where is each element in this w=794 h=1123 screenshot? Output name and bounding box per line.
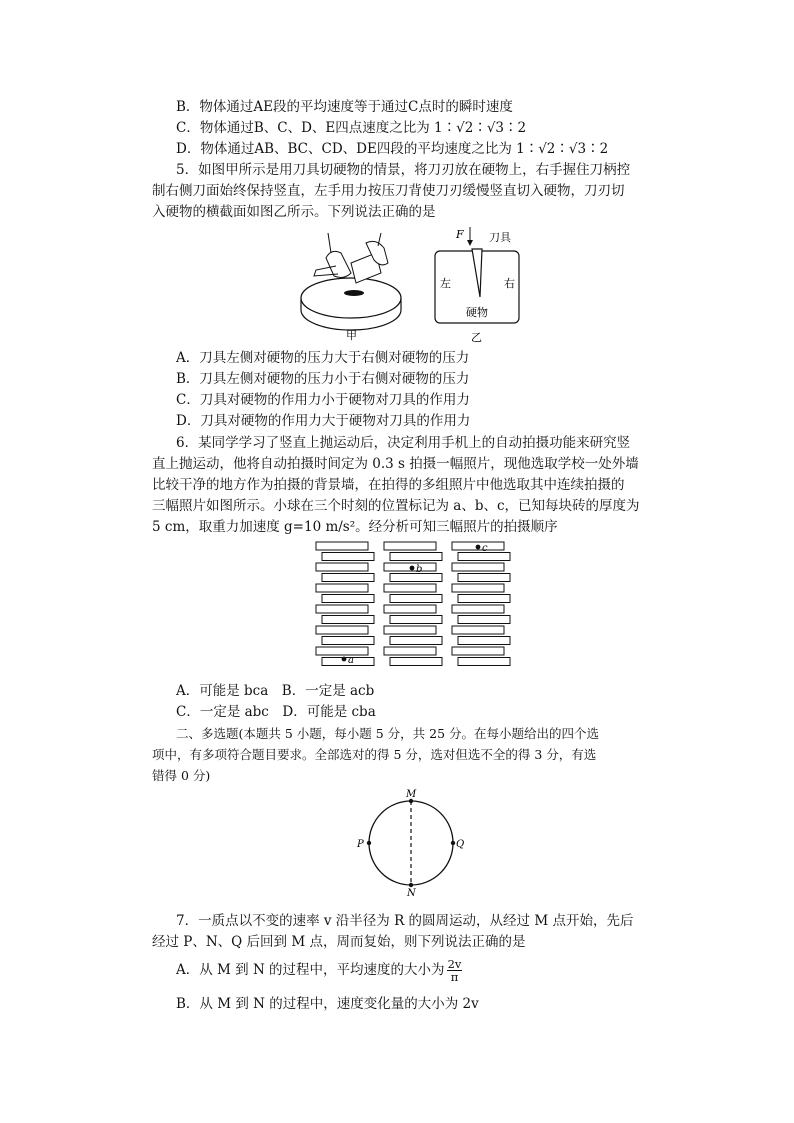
brick (322, 616, 374, 624)
brick (390, 658, 442, 666)
ball-dot (476, 545, 481, 550)
q6-options-cd: C．一定是 abc D．可能是 cba (176, 704, 376, 720)
brick (390, 595, 442, 603)
ball-dot (342, 657, 347, 662)
q7-point-q: Q (456, 839, 465, 850)
brick (390, 553, 442, 561)
brick (316, 584, 368, 592)
q5-stem-line3: 入硬物的横截面如图乙所示。下列说法正确的是 (152, 204, 436, 220)
brick (452, 647, 504, 655)
brick (322, 637, 374, 645)
brick (458, 637, 510, 645)
q5-option-a: A．刀具左侧对硬物的压力大于右侧对硬物的压力 (176, 350, 470, 366)
brick (458, 595, 510, 603)
q5-option-c: C．刀具对硬物的作用力小于硬物对刀具的作用力 (176, 392, 470, 408)
q4-option-c: C．物体通过B、C、D、E四点速度之比为 1∶√2∶√3∶2 (176, 120, 527, 136)
brick (322, 553, 374, 561)
brick (452, 626, 504, 634)
q6-stem-line2: 直上抛运动，他将自动拍摄时间定为 0.3 s 拍摄一幅照片，现他选取学校一处外墙 (152, 456, 639, 472)
q7-circle-figure (355, 788, 465, 898)
q5-fig-label-f: F (456, 228, 464, 241)
q7-option-a (176, 958, 462, 983)
brick (322, 595, 374, 603)
brick (390, 637, 442, 645)
q5-fig-label-left: 左 (440, 277, 451, 290)
q6-ball-label-a: a (348, 655, 354, 666)
q7-option-a-text: A．从 M 到 N 的过程中，平均速度的大小为 (176, 962, 445, 978)
q5-figure-yi (425, 225, 525, 345)
q4-option-d: D．物体通过AB、BC、CD、DE四段的平均速度之比为 1∶√2∶√3∶2 (176, 141, 609, 157)
brick (384, 584, 436, 592)
ball-dot (410, 566, 415, 571)
q7-stem-line2: 经过 P、N、Q 后回到 M 点，周而复始，则下列说法正确的是 (152, 934, 526, 950)
section2-line3: 错得 0 分) (152, 768, 211, 783)
q6-options-ab: A．可能是 bca B．一定是 acb (176, 683, 375, 699)
q7-stem-line1: 7．一质点以不变的速率 v 沿半径为 R 的圆周运动，从经过 M 点开始，先后 (176, 913, 634, 929)
brick (316, 647, 368, 655)
brick (316, 563, 368, 571)
q6-stem-line5: 5 cm，取重力加速度 g=10 m/s²。经分析可知三幅照片的拍摄顺序 (152, 519, 558, 535)
q5-fig-label-right: 右 (504, 277, 515, 290)
brick (458, 574, 510, 582)
brick (316, 605, 368, 613)
q7-fraction-denominator: π (450, 970, 459, 984)
brick (390, 616, 442, 624)
q5-figure-jia (296, 228, 406, 343)
brick (452, 563, 504, 571)
q7-option-b: B．从 M 到 N 的过程中，速度变化量的大小为 2v (176, 996, 479, 1012)
q4-option-b: B．物体通过AE段的平均速度等于通过C点时的瞬时速度 (176, 99, 513, 115)
q6-stem-line4: 三幅照片如图所示。小球在三个时刻的位置标记为 a、b、c，已知每块砖的厚度为 (152, 498, 640, 514)
q6-stem-line3: 比较干净的地方作为拍摄的背景墙，在拍得的多组照片中他选取其中连续拍摄的 (152, 477, 625, 493)
brick (384, 605, 436, 613)
q7-fraction-numerator: 2v (447, 957, 462, 971)
q5-fig-label-tool: 刀具 (489, 231, 511, 244)
brick (384, 626, 436, 634)
q5-stem-line1: 5．如图甲所示是用刀具切硬物的情景，将刀刃放在硬物上，右手握住刀柄控 (176, 162, 631, 178)
q5-fig-label-object: 硬物 (466, 306, 488, 319)
q5-option-b: B．刀具左侧对硬物的压力小于右侧对硬物的压力 (176, 371, 470, 387)
q6-ball-label-c: c (482, 543, 488, 554)
q7-point-p: P (357, 839, 364, 850)
q7-option-a-fraction (447, 958, 463, 983)
q5-fig-label-yi: 乙 (471, 331, 482, 344)
brick (384, 647, 436, 655)
q6-brick-wall-figure (312, 538, 512, 676)
brick (322, 574, 374, 582)
q6-stem-line1: 6．某同学学习了竖直上抛运动后，决定利用手机上的自动拍摄功能来研究竖 (176, 435, 631, 451)
brick (316, 626, 368, 634)
q7-point-m: M (406, 789, 417, 800)
q5-stem-line2: 制右侧刀面始终保持竖直，左手用力按压刀背使刀刃缓慢竖直切入硬物，刀刃切 (152, 183, 625, 199)
brick (458, 616, 510, 624)
brick (452, 584, 504, 592)
section2-line2: 项中，有多项符合题目要求。全部选对的得 5 分，选对但选不全的得 3 分，有选 (152, 747, 597, 762)
brick (458, 658, 510, 666)
brick (316, 542, 368, 550)
q5-fig-label-jia: 甲 (346, 329, 357, 342)
q5-option-d: D．刀具对硬物的作用力大于硬物对刀具的作用力 (176, 413, 471, 429)
brick (384, 542, 436, 550)
q7-point-n: N (407, 888, 416, 898)
brick (452, 605, 504, 613)
section2-line1: 二、多选题(本题共 5 小题，每小题 5 分，共 25 分。在每小题给出的四个选 (176, 726, 600, 741)
q6-ball-label-b: b (416, 564, 423, 575)
